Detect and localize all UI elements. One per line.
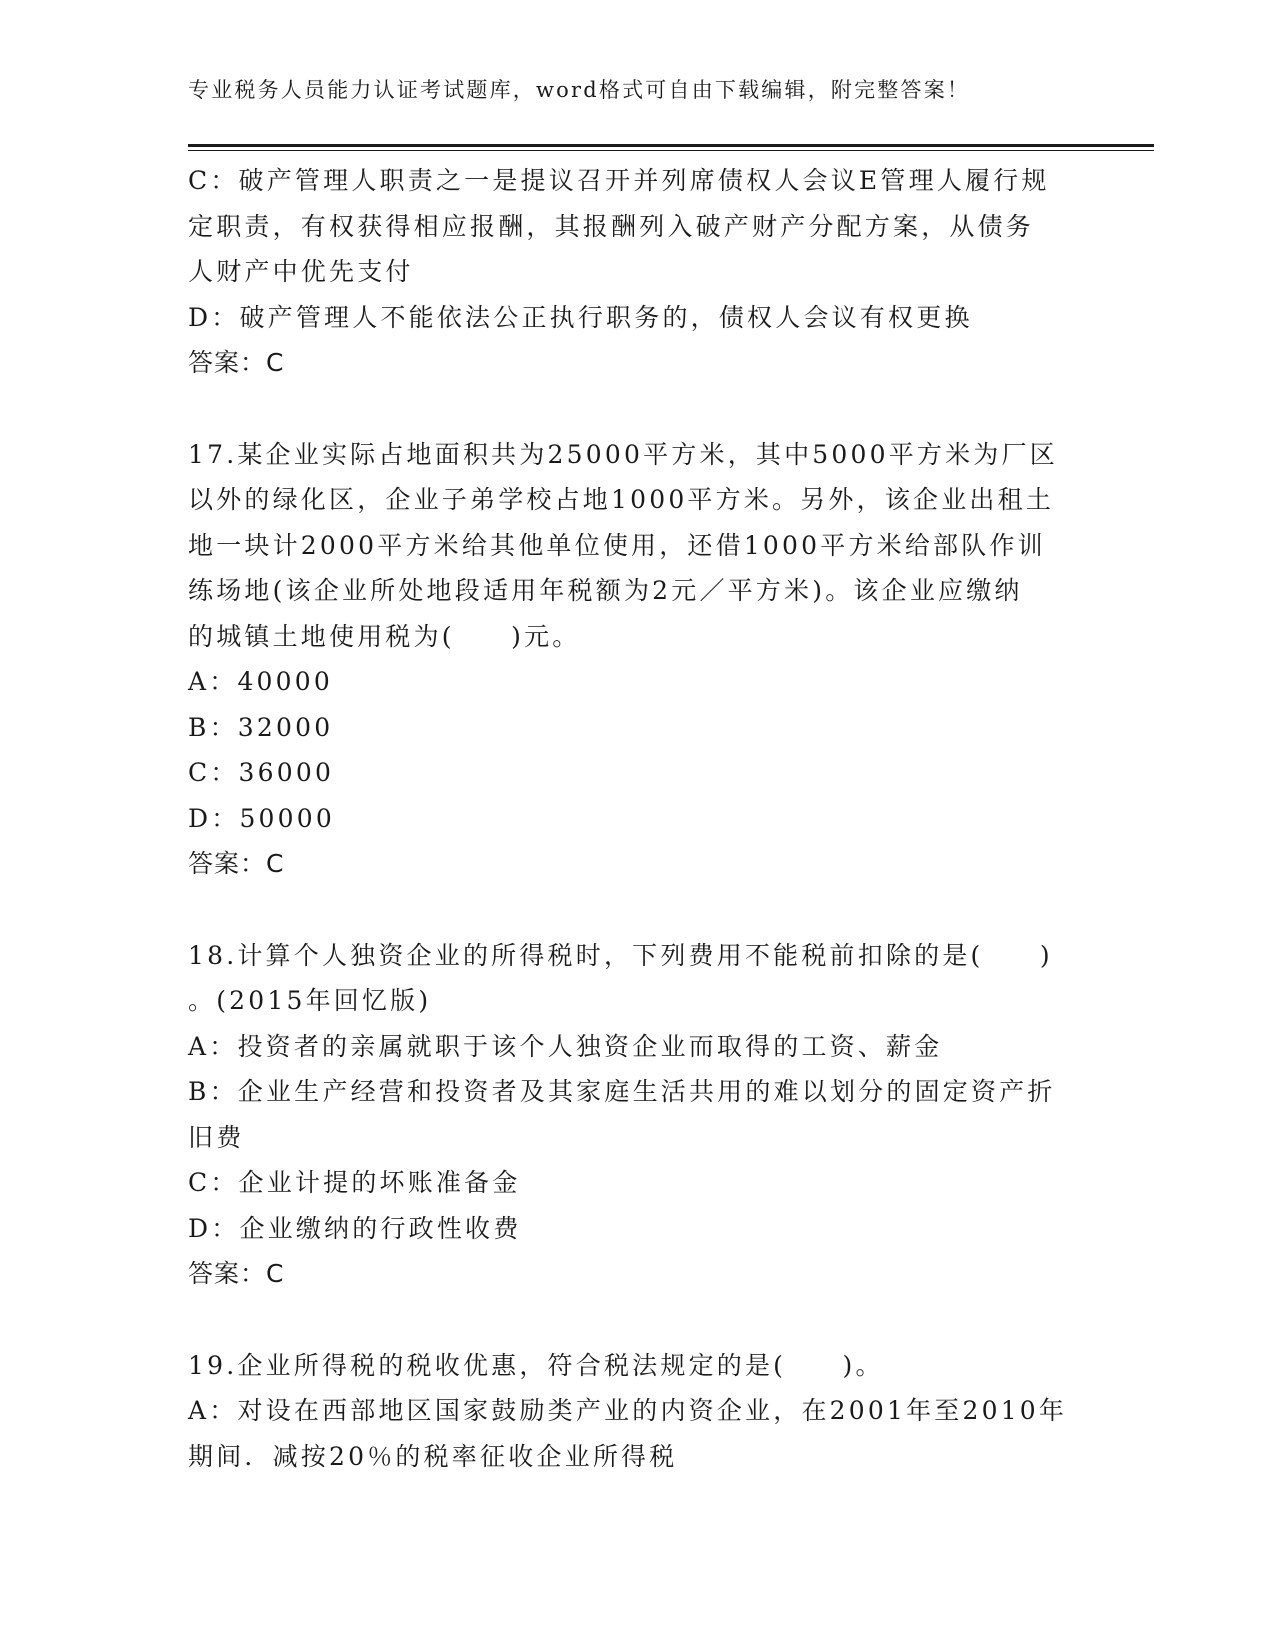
option-a: A：40000 <box>188 667 333 696</box>
question-text-line: 的城镇土地使用税为( )元。 <box>188 621 581 651</box>
block-spacer <box>188 1297 1078 1343</box>
question-block-16 <box>188 158 1078 386</box>
question-text-line: 以外的绿化区，企业子弟学校占地1000平方米。另外，该企业出租土 <box>188 485 1055 514</box>
text-line: C：破产管理人职责之一是提议召开并列席债权人会议E管理人履行规 <box>188 166 1050 195</box>
question-text-line: 练场地(该企业所处地段适用年税额为2元／平方米)。该企业应缴纳 <box>188 576 1023 605</box>
option-a: A：对设在西部地区国家鼓励类产业的内资企业，在2001年至2010年 <box>188 1396 1068 1425</box>
option-c: C：36000 <box>188 758 335 787</box>
option-d: D：50000 <box>188 803 335 833</box>
option-a-continued: 期间．减按20％的税率征收企业所得税 <box>188 1441 678 1471</box>
question-block-17 <box>188 432 1078 887</box>
question-text-line: 。(2015年回忆版) <box>188 986 432 1015</box>
option-d: D：企业缴纳的行政性收费 <box>188 1213 522 1243</box>
page-header: 专业税务人员能力认证考试题库，word格式可自由下载编辑，附完整答案！ <box>188 78 971 102</box>
option-a: A：投资者的亲属就职于该个人独资企业而取得的工资、薪金 <box>188 1031 943 1061</box>
option-b: B：企业生产经营和投资者及其家庭生活共用的难以划分的固定资产折 <box>188 1077 1056 1106</box>
block-spacer <box>188 887 1078 933</box>
question-text-line: 地一块计2000平方米给其他单位使用，还借1000平方米给部队作训 <box>188 530 1046 560</box>
option-b: B：32000 <box>188 712 334 742</box>
question-text-line: 17.某企业实际占地面积共为25000平方米，其中5000平方米为厂区 <box>188 439 1058 469</box>
option-d: D：破产管理人不能依法公正执行职务的，债权人会议有权更换 <box>188 302 973 332</box>
question-block-18 <box>188 933 1078 1297</box>
question-text-line: 19.企业所得税的税收优惠，符合税法规定的是( )。 <box>188 1350 884 1380</box>
question-text-line: 18.计算个人独资企业的所得税时，下列费用不能税前扣除的是( ) <box>188 940 1053 970</box>
block-spacer <box>188 386 1078 432</box>
text-line: 定职责，有权获得相应报酬，其报酬列入破产财产分配方案，从债务 <box>188 211 1035 241</box>
header-rule-thick <box>188 144 1154 147</box>
header-rule-thin <box>188 150 1154 151</box>
answer-line: 答案：C <box>188 348 285 377</box>
option-c: C：企业计提的坏账准备金 <box>188 1168 521 1197</box>
answer-line: 答案：C <box>188 849 285 878</box>
answer-line: 答案：C <box>188 1259 285 1288</box>
option-b-continued: 旧费 <box>188 1122 245 1152</box>
text-line: 人财产中优先支付 <box>188 257 414 286</box>
question-block-19 <box>188 1343 1078 1480</box>
document-body <box>188 158 1078 1479</box>
